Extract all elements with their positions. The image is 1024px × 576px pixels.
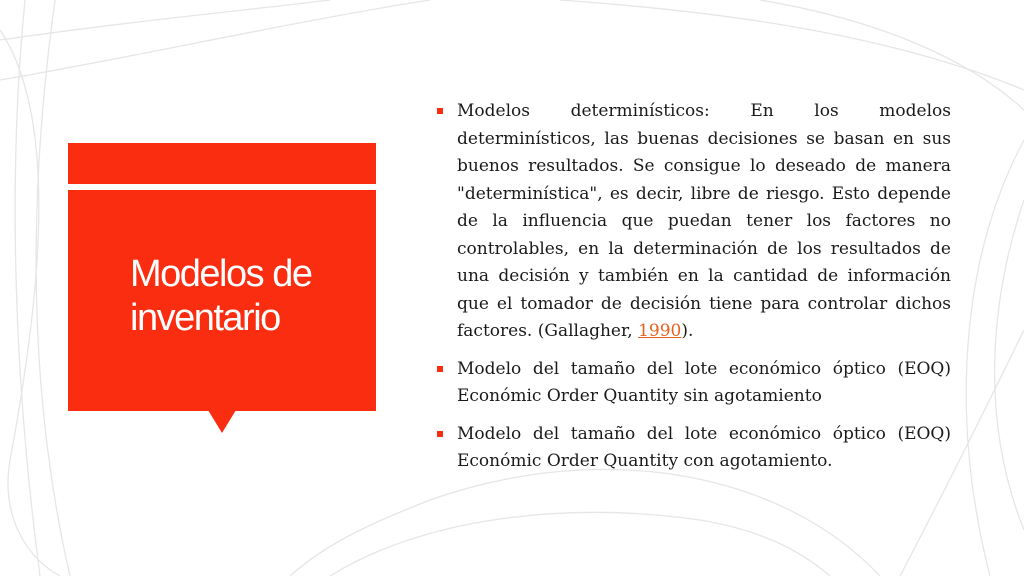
bullet-square-icon [437, 108, 443, 114]
accent-bar [68, 143, 376, 184]
bullet-list [437, 98, 951, 486]
bullet-text: Modelo del tamaño del lote económico óptico (EOQ) Económic Order Quantity con agotamiento. [457, 423, 951, 471]
citation-link[interactable]: 1990 [638, 321, 682, 341]
bullet-item-deterministic [437, 98, 951, 346]
title-box-pointer [208, 410, 236, 433]
bullet-square-icon [437, 431, 443, 437]
slide-title: Modelos de inventario [130, 253, 312, 339]
bullet-square-icon [437, 366, 443, 372]
bullet-text: Modelos determinísticos: En los modelos determinísticos, las buenas decisiones se basan en sus buenos resultados. Se consigue lo deseado de manera "determinística", es decir, libre de riesgo. Esto depende de la influencia que puedan tener los factores no controlables, en la determinación de los resultados de una decisión y también en la cantidad de información que el tomador de decisión tiene para controlar dichos factores. (Gallagher, [457, 101, 951, 341]
bullet-item-eoq-shortage [437, 421, 951, 476]
bullet-text: Modelo del tamaño del lote económico óptico (EOQ) Económic Order Quantity sin agotamiento [457, 358, 951, 406]
bullet-text-end: ). [681, 321, 694, 341]
bullet-item-eoq-no-shortage [437, 356, 951, 411]
